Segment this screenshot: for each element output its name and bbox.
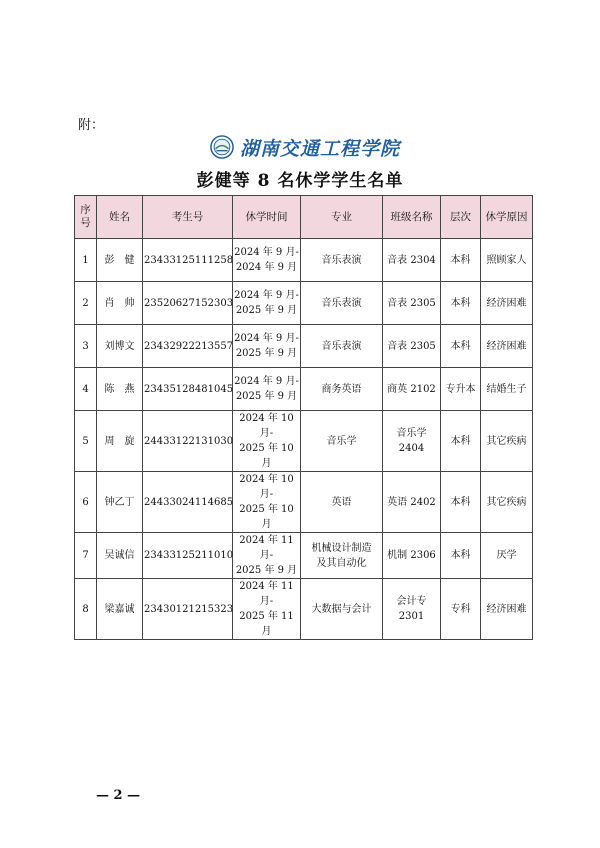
cell-exam-id: 23435128481045 (143, 368, 233, 411)
cell-period (233, 533, 301, 579)
cell-major (301, 325, 383, 368)
cell-reason: 经济困难 (481, 325, 533, 368)
cell-name: 梁嘉诚 (97, 579, 143, 640)
header-class: 班级名称 (383, 196, 441, 239)
cell-major-line: 商务英语 (321, 383, 362, 395)
cell-major-line: 音乐学 (326, 435, 357, 447)
cell-period (233, 579, 301, 640)
cell-period-line: 2024 年 9 月- (234, 290, 299, 301)
cell-class (383, 282, 441, 325)
cell-class-line: 音表 2305 (387, 340, 436, 352)
page-number: — 2 — (96, 788, 141, 803)
cell-major-line: 音乐表演 (321, 340, 362, 352)
cell-level: 本科 (441, 282, 481, 325)
cell-exam-id: 24433122131030 (143, 411, 233, 472)
cell-no: 8 (75, 579, 97, 640)
cell-reason: 经济困难 (481, 579, 533, 640)
cell-no: 2 (75, 282, 97, 325)
cell-class-line: 2301 (398, 611, 425, 622)
cell-name: 吴诚信 (97, 533, 143, 579)
cell-period-line: 2024 年 9 月- (234, 376, 299, 387)
cell-no: 3 (75, 325, 97, 368)
cell-class-line: 2404 (398, 443, 425, 454)
cell-class (383, 579, 441, 640)
cell-exam-id: 24433024114685 (143, 472, 233, 533)
header-major: 专业 (301, 196, 383, 239)
cell-exam-id: 23432922213557 (143, 325, 233, 368)
cell-no: 7 (75, 533, 97, 579)
cell-name: 刘博文 (97, 325, 143, 368)
cell-name: 周 旋 (97, 411, 143, 472)
cell-name: 陈 燕 (97, 368, 143, 411)
table-row (75, 325, 533, 368)
table-row (75, 411, 533, 472)
cell-period-line: 2025 年 9 月 (235, 305, 298, 316)
cell-no: 1 (75, 239, 97, 282)
cell-major (301, 239, 383, 282)
cell-period (233, 368, 301, 411)
cell-major (301, 368, 383, 411)
cell-period-line: 2025 年 9 月 (235, 565, 298, 576)
cell-period (233, 325, 301, 368)
cell-name: 肖 帅 (97, 282, 143, 325)
cell-major-line: 机械设计制造 (311, 542, 372, 554)
header-no: 序 号 (75, 196, 97, 239)
cell-class-line: 会计专 (396, 596, 427, 607)
cell-level: 本科 (441, 472, 481, 533)
cell-class (383, 239, 441, 282)
cell-no: 4 (75, 368, 97, 411)
table-row (75, 239, 533, 282)
cell-period-line: 2025 年 10 月 (239, 504, 294, 530)
cell-major-line: 音乐表演 (321, 254, 362, 266)
cell-exam-id: 23520627152303 (143, 282, 233, 325)
school-name: 湖南交通工程学院 (239, 137, 400, 160)
cell-period-line: 2024 年 9 月- (234, 247, 299, 258)
cell-period-line: 2024 年 10 月- (239, 474, 294, 500)
cell-level: 专升本 (441, 368, 481, 411)
cell-period-line: 2025 年 11 月 (239, 611, 294, 637)
cell-period-line: 2025 年 9 月 (235, 391, 298, 402)
table-row (75, 579, 533, 640)
cell-level: 本科 (441, 533, 481, 579)
cell-major (301, 282, 383, 325)
cell-period (233, 239, 301, 282)
cell-major-line: 大数据与会计 (311, 603, 372, 615)
table-header-row (75, 196, 533, 239)
cell-class (383, 472, 441, 533)
cell-reason: 厌学 (481, 533, 533, 579)
cell-name: 钟乙丁 (97, 472, 143, 533)
table-row (75, 368, 533, 411)
cell-class-line: 机制 2306 (387, 550, 436, 561)
cell-level: 专科 (441, 579, 481, 640)
cell-class-line: 音乐学 (396, 428, 427, 439)
cell-level: 本科 (441, 411, 481, 472)
cell-major (301, 579, 383, 640)
cell-major-line: 及其自动化 (316, 557, 367, 569)
cell-period-line: 2024 年 11 月- (239, 535, 294, 561)
cell-major (301, 472, 383, 533)
cell-period-line: 2024 年 9 月 (235, 262, 298, 273)
table-row (75, 472, 533, 533)
cell-major (301, 411, 383, 472)
cell-exam-id: 23433125111258 (143, 239, 233, 282)
header-reason: 休学原因 (481, 196, 533, 239)
cell-period-line: 2024 年 11 月- (239, 581, 294, 607)
cell-reason: 结婚生子 (481, 368, 533, 411)
school-emblem-icon (210, 134, 234, 160)
student-table (74, 195, 533, 640)
document-title: 彭健等 8 名休学学生名单 (196, 171, 404, 191)
cell-class (383, 368, 441, 411)
cell-major (301, 533, 383, 579)
table-row (75, 533, 533, 579)
cell-level: 本科 (441, 325, 481, 368)
cell-period (233, 282, 301, 325)
cell-no: 5 (75, 411, 97, 472)
cell-reason: 经济困难 (481, 282, 533, 325)
cell-exam-id: 23430121215323 (143, 579, 233, 640)
header-name: 姓名 (97, 196, 143, 239)
table-row (75, 282, 533, 325)
school-logo (210, 133, 400, 161)
cell-reason: 其它疾病 (481, 411, 533, 472)
cell-class (383, 411, 441, 472)
cell-major-line: 英语 (331, 496, 352, 508)
cell-name: 彭 健 (97, 239, 143, 282)
cell-reason: 其它疾病 (481, 472, 533, 533)
cell-major-line: 音乐表演 (321, 297, 362, 309)
header-exam-id: 考生号 (143, 196, 233, 239)
cell-class-line: 音表 2304 (387, 254, 436, 266)
header-period: 休学时间 (233, 196, 301, 239)
cell-class-line: 商英 2102 (387, 383, 436, 395)
cell-period-line: 2024 年 9 月- (234, 333, 299, 344)
cell-period (233, 472, 301, 533)
cell-class (383, 533, 441, 579)
cell-period-line: 2025 年 10 月 (239, 443, 294, 469)
cell-class (383, 325, 441, 368)
cell-period (233, 411, 301, 472)
cell-reason: 照顾家人 (481, 239, 533, 282)
cell-no: 6 (75, 472, 97, 533)
cell-period-line: 2024 年 10 月- (239, 413, 294, 439)
cell-level: 本科 (441, 239, 481, 282)
attachment-label: 附： (78, 118, 105, 133)
header-level: 层次 (441, 196, 481, 239)
cell-class-line: 英语 2402 (387, 496, 436, 508)
cell-period-line: 2025 年 9 月 (235, 348, 298, 359)
cell-class-line: 音表 2305 (387, 297, 436, 309)
cell-exam-id: 23433125211010 (143, 533, 233, 579)
